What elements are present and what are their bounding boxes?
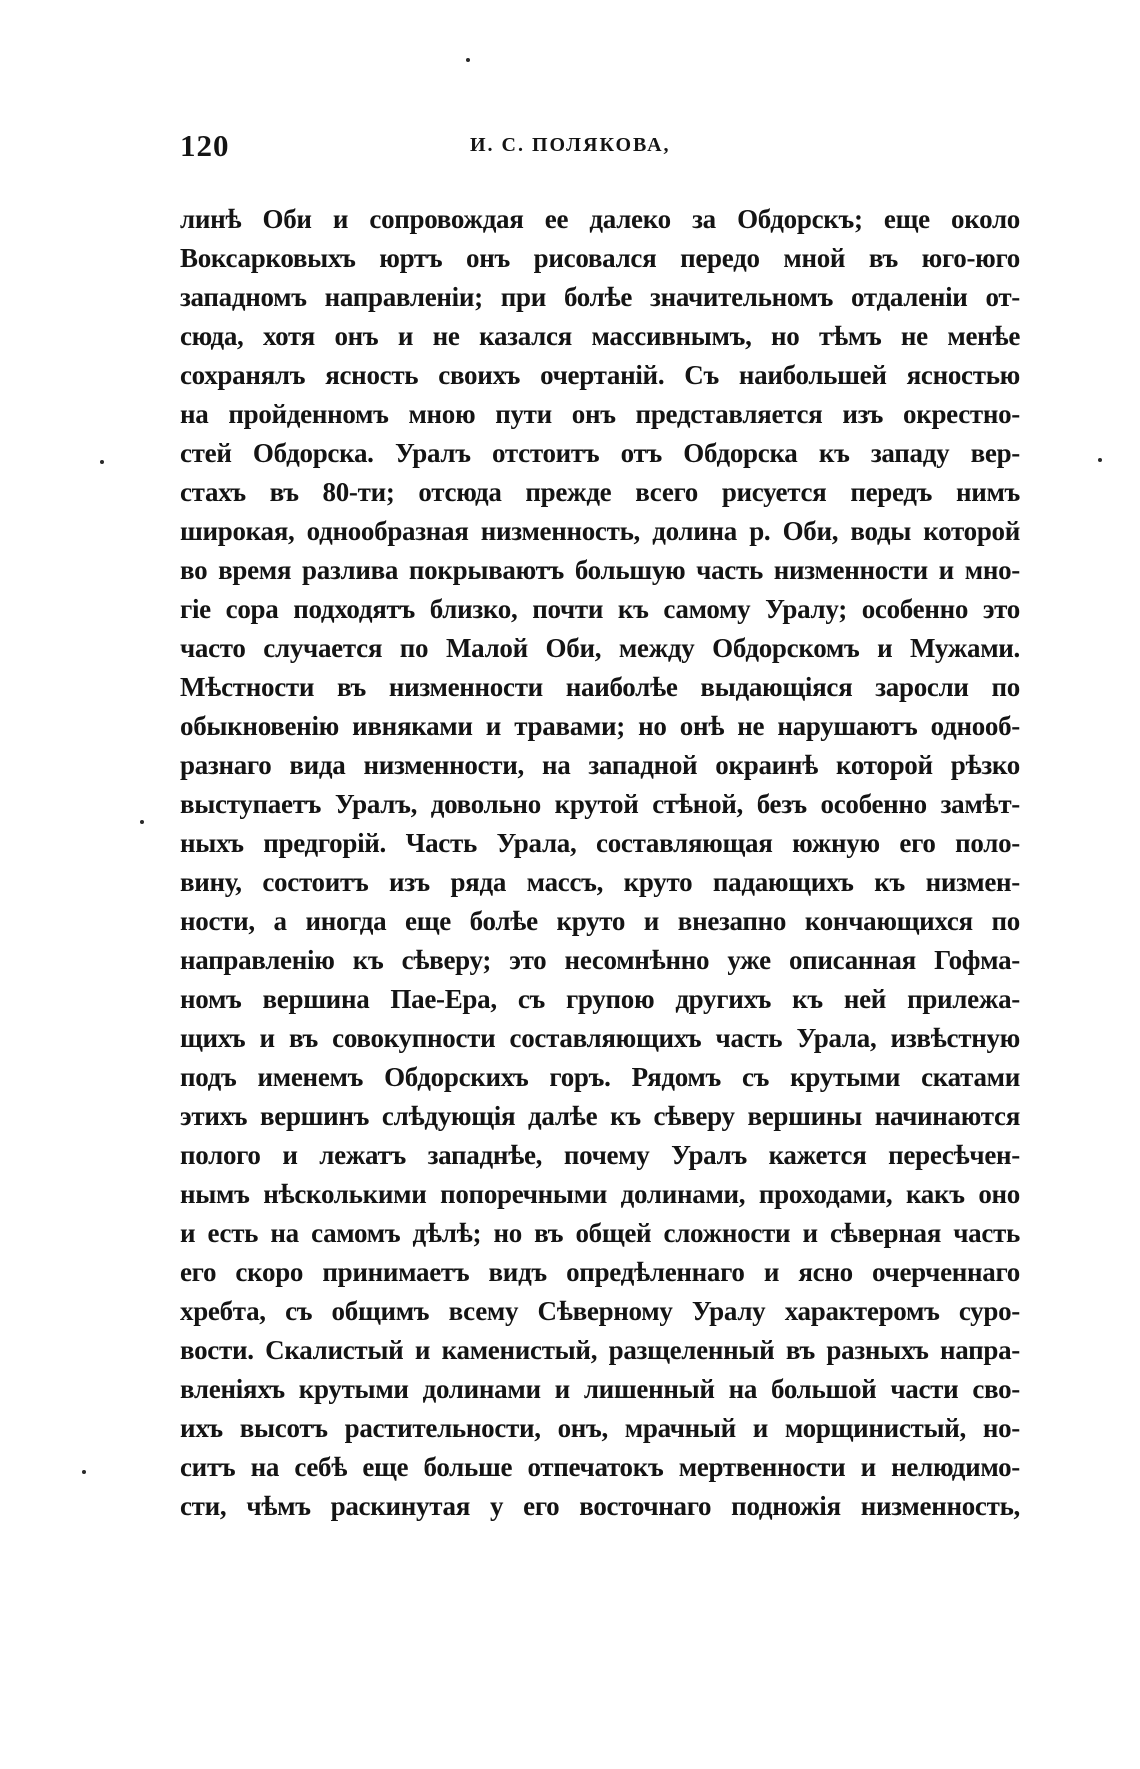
text-line: направленію къ сѣверу; это несомнѣнно уже описанная Гофма- (180, 945, 1020, 975)
text-line: хребта, съ общимъ всему Сѣверному Уралу характеромъ суро- (180, 1296, 1020, 1326)
text-line: ныхъ предгорій. Часть Урала, составляющая южную его поло- (180, 828, 1020, 858)
text-line: Воксарковыхъ юртъ онъ рисовался передо мной въ юго-юго (180, 243, 1020, 273)
scan-speck (140, 820, 144, 824)
scan-speck (466, 58, 470, 62)
text-line: разнаго вида низменности, на западной окраинѣ которой рѣзко (180, 750, 1020, 780)
text-line: полого и лежатъ западнѣе, почему Уралъ кажется пересѣчен- (180, 1140, 1020, 1170)
text-line: вину, состоитъ изъ ряда массъ, круто падающихъ къ низмен- (180, 867, 1020, 897)
page-header (180, 128, 1010, 168)
text-line: подъ именемъ Обдорскихъ горъ. Рядомъ съ крутыми скатами (180, 1062, 1020, 1092)
text-line: щихъ и въ совокупности составляющихъ часть Урала, извѣстную (180, 1023, 1020, 1053)
text-line: гіе сора подходятъ близко, почти къ самому Уралу; особенно это (180, 594, 1020, 624)
text-line: сохранялъ ясность своихъ очертаній. Съ наибольшей ясностью (180, 360, 1020, 390)
text-line: сюда, хотя онъ и не казался массивнымъ, но тѣмъ не менѣе (180, 321, 1020, 351)
text-line: Мѣстности въ низменности наиболѣе выдающіяся заросли по (180, 672, 1020, 702)
scan-speck (1098, 458, 1102, 462)
text-line: на пройденномъ мною пути онъ представляется изъ окрестно- (180, 399, 1020, 429)
scan-speck (82, 1470, 86, 1474)
text-line: номъ вершина Пае-Ера, съ групою другихъ къ ней прилежа- (180, 984, 1020, 1014)
body-text (180, 200, 1020, 1526)
scan-speck (100, 460, 104, 464)
text-line: вости. Скалистый и каменистый, разщеленный въ разныхъ напра- (180, 1335, 1020, 1365)
text-line: линѣ Оби и сопровождая ее далеко за Обдорскъ; еще около (180, 204, 1020, 234)
text-line: широкая, однообразная низменность, долина р. Оби, воды которой (180, 516, 1020, 546)
text-line: выступаетъ Уралъ, довольно крутой стѣной, безъ особенно замѣт- (180, 789, 1020, 819)
text-line: ситъ на себѣ еще больше отпечатокъ мертвенности и нелюдимо- (180, 1452, 1020, 1482)
text-line: вленіяхъ крутыми долинами и лишенный на большой части сво- (180, 1374, 1020, 1404)
running-title: И. С. ПОЛЯКОВА, (470, 134, 671, 156)
text-line: часто случается по Малой Оби, между Обдорскомъ и Мужами. (180, 633, 1020, 663)
text-line: стахъ въ 80-ти; отсюда прежде всего рисуется передъ нимъ (180, 477, 1020, 507)
text-line: нымъ нѣсколькими попоречными долинами, проходами, какъ оно (180, 1179, 1020, 1209)
text-line: его скоро принимаетъ видъ опредѣленнаго и ясно очерченнаго (180, 1257, 1020, 1287)
text-line: обыкновенію ивняками и травами; но онѣ не нарушаютъ однооб- (180, 711, 1020, 741)
text-line: во время разлива покрываютъ большую часть низменности и мно- (180, 555, 1020, 585)
text-line: сти, чѣмъ раскинутая у его восточнаго подножія низменность, (180, 1491, 1020, 1521)
text-line: и есть на самомъ дѣлѣ; но въ общей сложности и сѣверная часть (180, 1218, 1020, 1248)
text-line: ности, а иногда еще болѣе круто и внезапно кончающихся по (180, 906, 1020, 936)
text-line: этихъ вершинъ слѣдующія далѣе къ сѣверу вершины начинаются (180, 1101, 1020, 1131)
text-line: западномъ направленіи; при болѣе значительномъ отдаленіи от- (180, 282, 1020, 312)
text-line: стей Обдорска. Уралъ отстоитъ отъ Обдорска къ западу вер- (180, 438, 1020, 468)
page-number: 120 (180, 128, 230, 163)
text-line: ихъ высотъ растительности, онъ, мрачный и морщинистый, но- (180, 1413, 1020, 1443)
